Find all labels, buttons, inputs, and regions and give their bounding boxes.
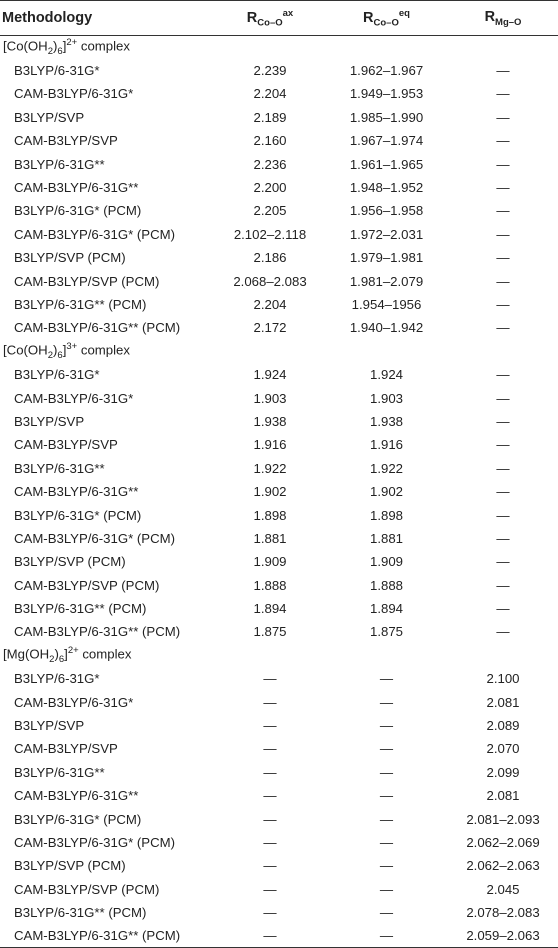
r-co-o-ax-cell: 2.239 — [253, 63, 287, 79]
table-row — [0, 293, 558, 316]
r-co-o-ax-cell: 2.068–2.083 — [233, 273, 307, 289]
r-co-o-ax-cell: 1.898 — [253, 507, 287, 523]
table-row — [0, 924, 558, 947]
r-co-o-eq-cell: 1.940–1.942 — [349, 320, 424, 336]
r-co-o-eq-cell: 1.875 — [369, 624, 403, 640]
r-mg-o-cell: — — [496, 320, 510, 336]
r-co-o-ax-cell: 1.922 — [253, 460, 287, 476]
r-co-o-ax-cell: 1.938 — [253, 413, 287, 429]
r-co-o-eq-cell: 1.981–2.079 — [349, 273, 424, 289]
method-cell: CAM-B3LYP/6-31G** (PCM) — [0, 924, 215, 947]
r-co-o-ax-cell: 1.903 — [253, 390, 287, 406]
r-co-o-eq-cell: 1.948–1.952 — [349, 180, 424, 196]
table-row — [0, 316, 558, 339]
method-cell: B3LYP/SVP — [14, 109, 85, 125]
table-row — [0, 878, 558, 901]
method-cell: CAM-B3LYP/SVP — [14, 437, 118, 453]
r-co-o-ax-cell: — — [263, 834, 277, 850]
r-co-o-eq-cell: — — [379, 858, 394, 874]
r-mg-o-cell: 2.078–2.083 — [466, 905, 540, 921]
r-co-o-eq-cell: 1.894 — [369, 601, 403, 617]
r-co-o-ax-cell: 2.236 — [253, 156, 287, 172]
header-r-mg-o: $R_{Mg-O}$ — [448, 1, 558, 36]
r-mg-o-cell: 2.062–2.063 — [466, 858, 540, 874]
table-row — [0, 527, 558, 550]
method-cell: CAM-B3LYP/SVP — [14, 133, 118, 149]
r-mg-o-cell: — — [496, 530, 510, 546]
table-row — [0, 106, 558, 129]
r-co-o-ax-cell: — — [263, 905, 277, 921]
table-row — [0, 690, 558, 713]
method-cell: CAM-B3LYP/6-31G* (PCM) — [14, 226, 175, 242]
r-mg-o-cell: — — [496, 226, 510, 242]
r-co-o-ax-cell: — — [263, 741, 277, 757]
r-mg-o-cell: — — [496, 484, 510, 500]
r-co-o-eq-cell: 1.902 — [369, 484, 403, 500]
table-row — [0, 550, 558, 573]
table-row — [0, 410, 558, 433]
method-cell: CAM-B3LYP/6-31G* — [14, 86, 134, 102]
r-co-o-ax-cell: 1.875 — [253, 624, 287, 640]
r-mg-o-cell: — — [496, 367, 510, 383]
header-r-co-o-ax: $R_{Co-O}^{ax}$ — [215, 1, 325, 36]
r-co-o-eq-cell: 1.954–1956 — [351, 296, 422, 312]
method-cell: B3LYP/6-31G** (PCM) — [14, 601, 147, 617]
r-mg-o-cell: — — [496, 250, 510, 266]
r-co-o-eq-cell: — — [379, 788, 394, 804]
method-cell: B3LYP/6-31G* (PCM) — [14, 811, 142, 827]
method-cell: B3LYP/SVP — [14, 718, 85, 734]
r-co-o-ax-cell: — — [263, 671, 277, 687]
method-cell: CAM-B3LYP/6-31G** (PCM) — [14, 320, 181, 336]
r-co-o-eq-cell: — — [379, 905, 394, 921]
table-row — [0, 503, 558, 526]
r-co-o-eq-cell: 1.972–2.031 — [349, 226, 424, 242]
table-body — [0, 36, 558, 948]
r-co-o-ax-cell: 2.204 — [253, 86, 287, 102]
table-row — [0, 573, 558, 596]
header-methodology: Methodology — [0, 1, 215, 36]
method-cell: B3LYP/6-31G** (PCM) — [14, 296, 147, 312]
r-co-o-eq-cell: 1.903 — [369, 390, 403, 406]
r-co-o-eq-cell: — — [379, 881, 394, 897]
table-row — [0, 854, 558, 877]
method-cell: B3LYP/SVP (PCM) — [14, 858, 126, 874]
method-cell: B3LYP/6-31G* (PCM) — [14, 507, 142, 523]
table-row — [0, 152, 558, 175]
table-row — [0, 597, 558, 620]
r-mg-o-cell: — — [496, 109, 510, 125]
r-mg-o-cell: 2.099 — [486, 764, 520, 780]
r-co-o-ax-cell: — — [263, 881, 277, 897]
r-co-o-ax-cell: 1.909 — [253, 554, 287, 570]
table-row — [0, 269, 558, 292]
r-mg-o-cell: 2.081–2.093 — [466, 811, 540, 827]
method-cell: B3LYP/SVP (PCM) — [14, 250, 126, 266]
method-cell: B3LYP/6-31G* (PCM) — [14, 203, 142, 219]
r-mg-o-cell: — — [496, 180, 510, 196]
method-cell: B3LYP/6-31G** — [14, 764, 105, 780]
r-mg-o-cell: — — [496, 601, 510, 617]
r-co-o-ax-cell: 2.204 — [253, 296, 287, 312]
r-co-o-ax-cell: 2.200 — [253, 180, 287, 196]
r-co-o-eq-cell: 1.924 — [369, 367, 403, 383]
method-cell: B3LYP/6-31G* — [14, 63, 100, 79]
table-row — [0, 176, 558, 199]
r-co-o-eq-cell: 1.985–1.990 — [349, 109, 424, 125]
r-mg-o-cell: — — [496, 63, 510, 79]
r-mg-o-cell: — — [496, 390, 510, 406]
r-mg-o-cell: — — [496, 624, 510, 640]
r-co-o-eq-cell: — — [379, 741, 394, 757]
r-co-o-ax-cell: — — [263, 694, 277, 710]
table-row — [0, 901, 558, 924]
r-co-o-ax-cell: 1.916 — [253, 437, 287, 453]
section-header — [0, 644, 558, 667]
table-row — [0, 620, 558, 643]
r-mg-o-cell: 2.100 — [486, 671, 520, 687]
r-co-o-eq-cell: — — [325, 924, 448, 947]
r-co-o-ax-cell: 2.160 — [253, 133, 287, 149]
r-co-o-eq-cell: 1.916 — [369, 437, 403, 453]
table-row — [0, 82, 558, 105]
r-mg-o-cell: — — [496, 413, 510, 429]
table-row — [0, 223, 558, 246]
r-co-o-ax-cell: 2.172 — [253, 320, 287, 336]
method-cell: B3LYP/SVP (PCM) — [14, 554, 126, 570]
table-row — [0, 761, 558, 784]
r-co-o-ax-cell: — — [263, 718, 277, 734]
r-co-o-ax-cell: 2.186 — [253, 250, 287, 266]
r-mg-o-cell: 2.045 — [486, 881, 520, 897]
method-cell: B3LYP/6-31G** (PCM) — [14, 905, 147, 921]
r-co-o-ax-cell: 1.881 — [253, 530, 287, 546]
r-mg-o-cell: 2.059–2.063 — [448, 924, 558, 947]
table-row — [0, 433, 558, 456]
r-co-o-eq-cell: 1.888 — [369, 577, 403, 593]
r-mg-o-cell: 2.081 — [486, 694, 520, 710]
section-header — [0, 340, 558, 363]
table-row — [0, 363, 558, 386]
r-co-o-ax-cell: 1.902 — [253, 484, 287, 500]
table-row — [0, 386, 558, 409]
r-co-o-eq-cell: 1.967–1.974 — [349, 133, 424, 149]
r-co-o-eq-cell: — — [379, 694, 394, 710]
method-cell: CAM-B3LYP/6-31G* (PCM) — [14, 530, 175, 546]
method-cell: CAM-B3LYP/6-31G** — [14, 484, 139, 500]
r-mg-o-cell: 2.062–2.069 — [466, 834, 540, 850]
table-row — [0, 714, 558, 737]
table-row — [0, 831, 558, 854]
table-row — [0, 480, 558, 503]
method-cell: CAM-B3LYP/6-31G* — [14, 390, 134, 406]
r-co-o-eq-cell: — — [379, 834, 394, 850]
r-co-o-ax-cell: 2.189 — [253, 109, 287, 125]
table-row — [0, 784, 558, 807]
section-label: $[Co(OH_2)_6]^{3+}$ complex — [3, 341, 130, 362]
section-label: $[Mg(OH_2)_6]^{2+}$ complex — [3, 645, 132, 666]
method-cell: CAM-B3LYP/6-31G** — [14, 788, 139, 804]
method-cell: B3LYP/SVP — [14, 413, 85, 429]
r-co-o-eq-cell: 1.881 — [369, 530, 403, 546]
r-co-o-eq-cell: 1.949–1.953 — [349, 86, 424, 102]
method-cell: CAM-B3LYP/6-31G** — [14, 180, 139, 196]
r-co-o-eq-cell: 1.922 — [369, 460, 403, 476]
table-row — [0, 737, 558, 760]
table-row — [0, 807, 558, 830]
table-row — [0, 129, 558, 152]
method-cell: CAM-B3LYP/SVP (PCM) — [14, 273, 160, 289]
method-cell: B3LYP/6-31G** — [14, 156, 105, 172]
r-mg-o-cell: — — [496, 437, 510, 453]
r-mg-o-cell: — — [496, 554, 510, 570]
r-co-o-eq-cell: — — [379, 671, 394, 687]
r-mg-o-cell: 2.089 — [486, 718, 520, 734]
r-co-o-ax-cell: — — [215, 924, 325, 947]
r-mg-o-cell: — — [496, 86, 510, 102]
r-mg-o-cell: — — [496, 156, 510, 172]
r-mg-o-cell: — — [496, 460, 510, 476]
section-label: $[Co(OH_2)_6]^{2+}$ complex — [3, 37, 130, 58]
table-row — [0, 199, 558, 222]
r-co-o-eq-cell: — — [379, 811, 394, 827]
table-row — [0, 59, 558, 82]
r-co-o-ax-cell: — — [263, 811, 277, 827]
r-co-o-eq-cell: 1.956–1.958 — [349, 203, 424, 219]
r-co-o-ax-cell: 2.102–2.118 — [233, 226, 307, 242]
method-cell: CAM-B3LYP/SVP (PCM) — [14, 881, 160, 897]
r-co-o-eq-cell: 1.962–1.967 — [349, 63, 424, 79]
r-mg-o-cell: — — [496, 133, 510, 149]
r-co-o-eq-cell: 1.898 — [369, 507, 403, 523]
method-cell: CAM-B3LYP/6-31G* (PCM) — [14, 834, 175, 850]
r-co-o-ax-cell: 2.205 — [253, 203, 287, 219]
r-co-o-ax-cell: 1.924 — [253, 367, 287, 383]
table-row — [0, 246, 558, 269]
section-header — [0, 36, 558, 59]
table-row — [0, 457, 558, 480]
r-co-o-ax-cell: — — [263, 788, 277, 804]
r-co-o-eq-cell: 1.979–1.981 — [349, 250, 424, 266]
method-cell: CAM-B3LYP/SVP (PCM) — [14, 577, 160, 593]
r-co-o-eq-cell: — — [379, 764, 394, 780]
method-cell: B3LYP/6-31G* — [14, 367, 100, 383]
header-row — [0, 1, 558, 36]
method-cell: B3LYP/6-31G* — [14, 671, 100, 687]
method-cell: CAM-B3LYP/6-31G* — [14, 694, 134, 710]
r-co-o-ax-cell: 1.894 — [253, 601, 287, 617]
r-co-o-eq-cell: — — [379, 718, 394, 734]
r-mg-o-cell: — — [496, 273, 510, 289]
r-mg-o-cell: 2.081 — [486, 788, 520, 804]
method-cell: CAM-B3LYP/SVP — [14, 741, 118, 757]
r-mg-o-cell: — — [496, 296, 510, 312]
r-co-o-ax-cell: 1.888 — [253, 577, 287, 593]
r-co-o-eq-cell: 1.938 — [369, 413, 403, 429]
r-co-o-eq-cell: 1.909 — [369, 554, 403, 570]
r-co-o-ax-cell: — — [263, 764, 277, 780]
method-cell: CAM-B3LYP/6-31G** (PCM) — [14, 624, 181, 640]
header-r-co-o-eq: $R_{Co-O}^{eq}$ — [325, 1, 448, 36]
r-mg-o-cell: 2.070 — [486, 741, 520, 757]
method-cell: B3LYP/6-31G** — [14, 460, 105, 476]
r-mg-o-cell: — — [496, 577, 510, 593]
table-row — [0, 667, 558, 690]
r-mg-o-cell: — — [496, 507, 510, 523]
r-co-o-ax-cell: — — [263, 858, 277, 874]
r-mg-o-cell: — — [496, 203, 510, 219]
r-co-o-eq-cell: 1.961–1.965 — [349, 156, 424, 172]
